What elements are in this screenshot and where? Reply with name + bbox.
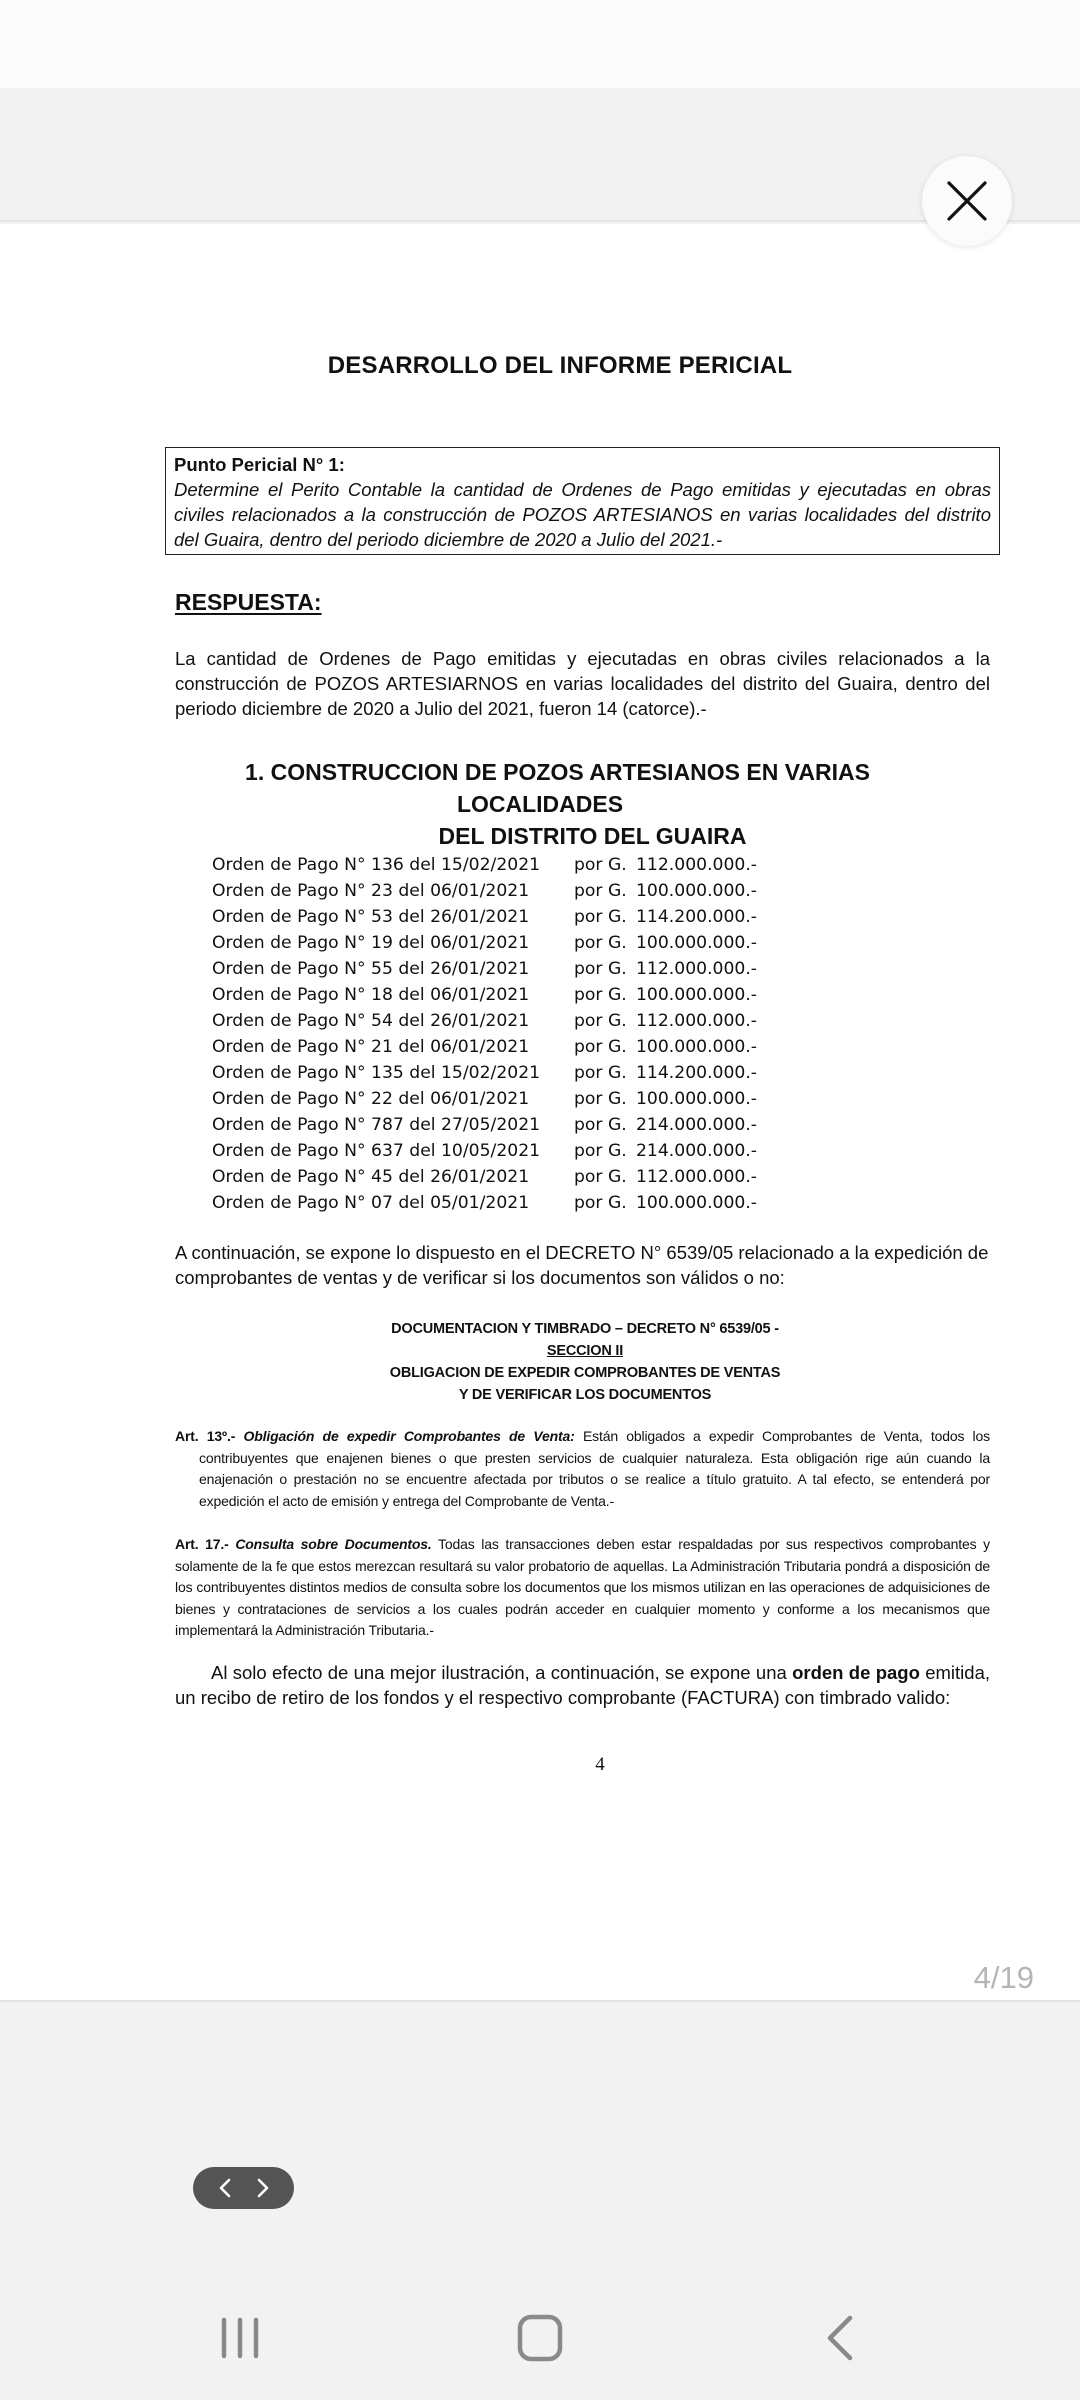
orden-monto: 214.000.000.- bbox=[636, 1115, 758, 1135]
orden-monto: 100.000.000.- bbox=[636, 1089, 758, 1109]
list-item bbox=[212, 930, 757, 956]
viewer-header bbox=[0, 88, 1080, 222]
orden-por: por G. bbox=[574, 1063, 627, 1083]
list-item bbox=[212, 1086, 757, 1112]
orden-label: Orden de Pago N° 45 del 26/01/2021 bbox=[212, 1167, 530, 1187]
orden-label: Orden de Pago N° 18 del 06/01/2021 bbox=[212, 985, 530, 1005]
article-17 bbox=[175, 1534, 990, 1642]
ilustracion-bold: orden de pago bbox=[792, 1662, 920, 1683]
system-navigation-bar bbox=[0, 2270, 1080, 2400]
ilustracion-text: emitida, un recibo de retiro de los fondos y el respectivo comprobante (FACTURA) con timbrado valido: bbox=[175, 1662, 990, 1708]
list-item bbox=[212, 1164, 757, 1190]
article-text: Están obligados a expedir Comprobantes de Venta, todos los contribuyentes que enajenen bienes o que presten servicios de cualquier naturaleza. Esta obligación rige aún cuando la enajenación o prestación no se encuentre afectada por tributos o se realice a título gratuito. A tal efecto, se entenderá por expedición el acto de emisión y entrega del Comprobante de Venta.- bbox=[199, 1428, 991, 1509]
section-heading-line: 1. CONSTRUCCION DE POZOS ARTESIANOS EN VARIAS bbox=[245, 759, 870, 785]
orden-monto: 114.200.000.- bbox=[636, 907, 758, 927]
orden-por: por G. bbox=[574, 881, 627, 901]
list-item bbox=[212, 1190, 757, 1216]
list-item bbox=[212, 982, 757, 1008]
orden-label: Orden de Pago N° 54 del 26/01/2021 bbox=[212, 1011, 530, 1031]
orden-monto: 214.000.000.- bbox=[636, 1141, 758, 1161]
orden-por: por G. bbox=[574, 1141, 627, 1161]
decreto-heading-line: OBLIGACION DE EXPEDIR COMPROBANTES DE VENTAS bbox=[389, 1365, 781, 1381]
ordenes-list bbox=[212, 852, 757, 1216]
decreto-heading-line: Y DE VERIFICAR LOS DOCUMENTOS bbox=[458, 1387, 712, 1403]
section-heading-line: DEL DISTRITO DEL GUAIRA bbox=[438, 823, 747, 849]
orden-por: por G. bbox=[574, 907, 627, 927]
list-item bbox=[212, 1060, 757, 1086]
ilustracion-paragraph bbox=[175, 1660, 990, 1710]
recent-apps-button[interactable] bbox=[210, 2308, 270, 2368]
orden-por: por G. bbox=[574, 933, 627, 953]
punto-pericial-box bbox=[165, 447, 1000, 555]
orden-label: Orden de Pago N° 136 del 15/02/2021 bbox=[212, 855, 541, 875]
respuesta-text: La cantidad de Ordenes de Pago emitidas y ejecutadas en obras civiles relacionados a la construcción de POZOS ARTESIARNOS en varias localidades del distrito del Guaira, dentro del periodo diciembre de 2020 a Julio del 2021, fueron 14 (catorce).- bbox=[175, 648, 990, 719]
orden-monto: 100.000.000.- bbox=[636, 933, 758, 953]
section-heading bbox=[0, 756, 1080, 852]
back-button[interactable] bbox=[810, 2308, 870, 2368]
status-bar bbox=[0, 0, 1080, 88]
decreto-heading-line: DOCUMENTACION Y TIMBRADO – DECRETO N° 6539/05 - bbox=[391, 1321, 779, 1337]
orden-por: por G. bbox=[574, 985, 627, 1005]
orden-label: Orden de Pago N° 135 del 15/02/2021 bbox=[212, 1063, 541, 1083]
list-item bbox=[212, 956, 757, 982]
article-number: Art. 17.- bbox=[175, 1536, 229, 1552]
list-item bbox=[212, 1138, 757, 1164]
punto-pericial-label: Punto Pericial N° 1: bbox=[174, 454, 345, 475]
orden-monto: 112.000.000.- bbox=[636, 959, 758, 979]
chevron-right-icon bbox=[256, 2177, 270, 2199]
article-13 bbox=[175, 1426, 990, 1512]
orden-label: Orden de Pago N° 21 del 06/01/2021 bbox=[212, 1037, 530, 1057]
orden-por: por G. bbox=[574, 1167, 627, 1187]
close-icon bbox=[945, 179, 989, 223]
article-title: Consulta sobre Documentos. bbox=[235, 1536, 432, 1552]
orden-por: por G. bbox=[574, 1037, 627, 1057]
orden-por: por G. bbox=[574, 1193, 627, 1213]
next-page-button[interactable] bbox=[253, 2176, 273, 2200]
orden-label: Orden de Pago N° 22 del 06/01/2021 bbox=[212, 1089, 530, 1109]
orden-label: Orden de Pago N° 19 del 06/01/2021 bbox=[212, 933, 530, 953]
list-item bbox=[212, 1008, 757, 1034]
decreto-heading bbox=[0, 1318, 1080, 1406]
article-text: Todas las transacciones deben estar respaldadas por sus respectivos comprobantes y solamente de la fe que estos merezcan resultará su valor probatorio de aquellas. La Administración Tributaria pondrá a disposición de los contribuyentes distintos medios de consulta sobre los documentos que los mismos utilizan en las operaciones de adquisiciones de bienes y contrataciones de servicios a los cuales podrán acceder en cualquier momento y conforme a los mecanismos que implementará la Administración Tributaria.- bbox=[175, 1536, 990, 1638]
article-title: Obligación de expedir Comprobantes de Venta: bbox=[243, 1428, 575, 1444]
orden-por: por G. bbox=[574, 1089, 627, 1109]
orden-por: por G. bbox=[574, 1115, 627, 1135]
chevron-left-icon bbox=[218, 2177, 232, 2199]
article-number: Art. 13º.- bbox=[175, 1428, 236, 1444]
list-item bbox=[212, 1034, 757, 1060]
orden-por: por G. bbox=[574, 1011, 627, 1031]
home-button[interactable] bbox=[510, 2308, 570, 2368]
respuesta-label: RESPUESTA: bbox=[175, 589, 322, 615]
close-button[interactable] bbox=[922, 156, 1012, 246]
orden-monto: 100.000.000.- bbox=[636, 985, 758, 1005]
home-icon bbox=[516, 2314, 564, 2362]
punto-pericial-text: Determine el Perito Contable la cantidad de Ordenes de Pago emitidas y ejecutadas en obras civiles relacionados a la construcción de POZOS ARTESIANOS en varias localidades del distrito del Guaira, dentro del periodo diciembre de 2020 a Julio del 2021.- bbox=[174, 479, 991, 550]
orden-monto: 100.000.000.- bbox=[636, 881, 758, 901]
orden-label: Orden de Pago N° 53 del 26/01/2021 bbox=[212, 907, 530, 927]
ilustracion-text: Al solo efecto de una mejor ilustración, a continuación, se expone una bbox=[211, 1662, 793, 1683]
orden-label: Orden de Pago N° 637 del 10/05/2021 bbox=[212, 1141, 541, 1161]
page-counter: 4/19 bbox=[973, 1960, 1034, 1995]
document-page[interactable] bbox=[0, 224, 1080, 2002]
orden-monto: 112.000.000.- bbox=[636, 855, 758, 875]
recent-apps-icon bbox=[218, 2316, 262, 2360]
decreto-section-label: SECCION II bbox=[546, 1343, 624, 1359]
list-item bbox=[212, 878, 757, 904]
section-heading-line: LOCALIDADES bbox=[456, 791, 624, 817]
list-item bbox=[212, 904, 757, 930]
list-item bbox=[212, 1112, 757, 1138]
previous-page-button[interactable] bbox=[215, 2176, 235, 2200]
orden-monto: 114.200.000.- bbox=[636, 1063, 758, 1083]
document-title: DESARROLLO DEL INFORME PERICIAL bbox=[327, 352, 793, 379]
orden-monto: 100.000.000.- bbox=[636, 1037, 758, 1057]
page-nav-pill bbox=[193, 2167, 294, 2209]
orden-monto: 100.000.000.- bbox=[636, 1193, 758, 1213]
orden-por: por G. bbox=[574, 959, 627, 979]
orden-label: Orden de Pago N° 787 del 27/05/2021 bbox=[212, 1115, 541, 1135]
orden-monto: 112.000.000.- bbox=[636, 1011, 758, 1031]
orden-label: Orden de Pago N° 55 del 26/01/2021 bbox=[212, 959, 530, 979]
orden-monto: 112.000.000.- bbox=[636, 1167, 758, 1187]
list-item bbox=[212, 852, 757, 878]
page-number: 4 bbox=[595, 1754, 605, 1775]
orden-label: Orden de Pago N° 23 del 06/01/2021 bbox=[212, 881, 530, 901]
intro-decreto-text: A continuación, se expone lo dispuesto en el DECRETO N° 6539/05 relacionado a la expedición de comprobantes de ventas y de verificar si los documentos son válidos o no: bbox=[175, 1242, 989, 1288]
orden-label: Orden de Pago N° 07 del 05/01/2021 bbox=[212, 1193, 530, 1213]
back-icon bbox=[820, 2314, 860, 2362]
orden-por: por G. bbox=[574, 855, 627, 875]
